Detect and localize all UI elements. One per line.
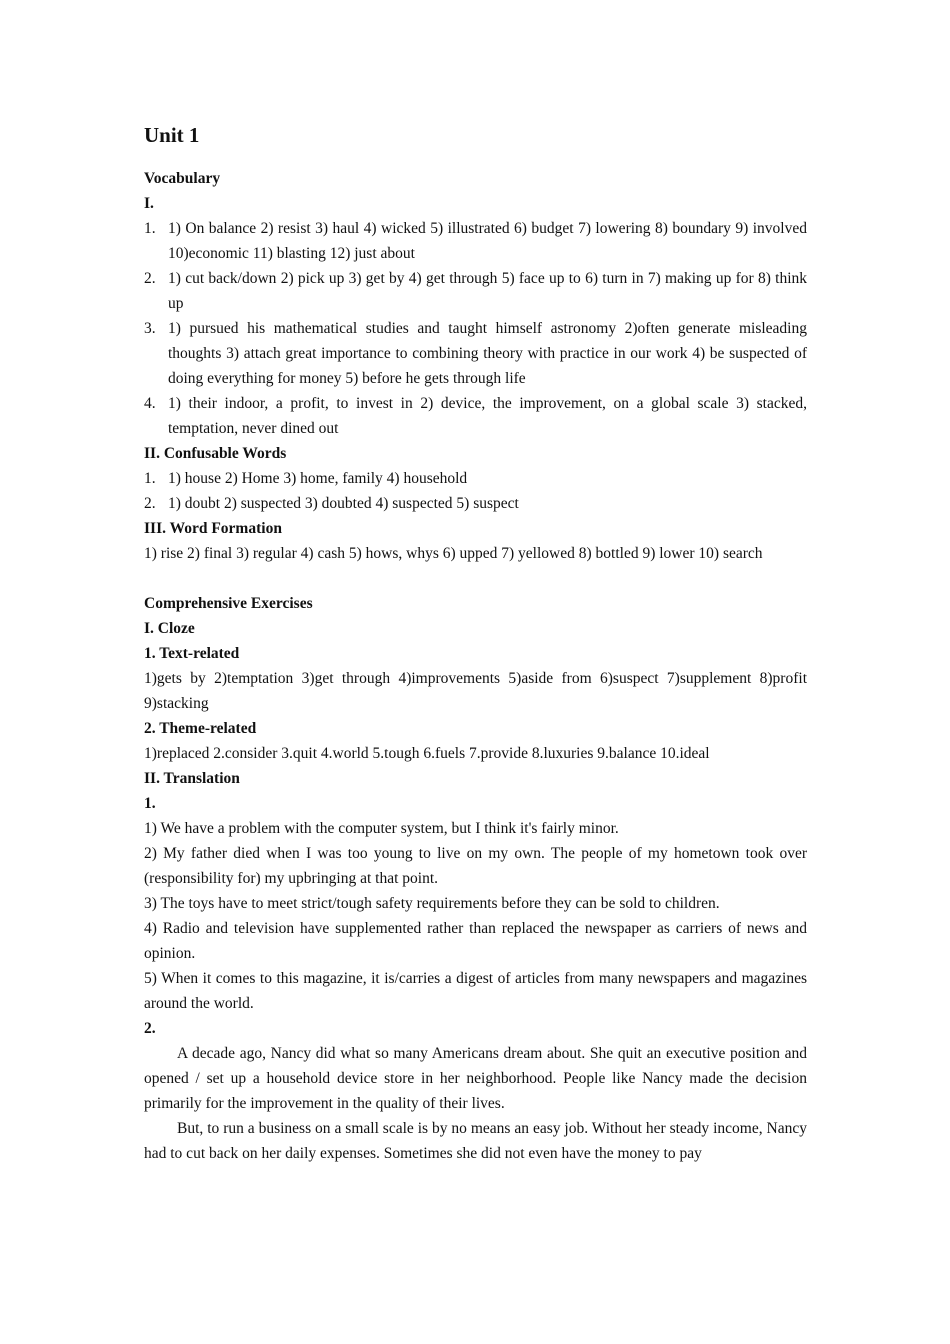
unit-title: Unit 1 <box>144 123 200 147</box>
text-related-answers: 1)gets by 2)temptation 3)get through 4)improvements 5)aside from 6)suspect 7)supplement 8)profit 9)stacking <box>144 670 807 712</box>
confusable-item-number: 2. <box>144 495 156 512</box>
vocabulary-heading: Vocabulary <box>144 170 221 187</box>
word-formation-heading: III. Word Formation <box>144 520 282 537</box>
confusable-item-text: 1) house 2) Home 3) home, family 4) household <box>168 470 468 487</box>
section-spacer <box>144 566 807 591</box>
vocab-item-number: 2. <box>144 270 156 287</box>
theme-related-answers: 1)replaced 2.consider 3.quit 4.world 5.tough 6.fuels 7.provide 8.luxuries 9.balance 10.ideal <box>144 745 710 762</box>
part-one-heading: I. <box>144 195 154 212</box>
comprehensive-exercises-heading: Comprehensive Exercises <box>144 595 313 612</box>
vocab-item-text: 1) cut back/down 2) pick up 3) get by 4) get through 5) face up to 6) turn in 7) making up for 8) think up <box>168 270 807 312</box>
document-page <box>144 120 807 1166</box>
vocab-item <box>144 316 807 391</box>
translation-sentence: 1) We have a problem with the computer system, but I think it's fairly minor. <box>144 820 619 837</box>
translation-sentence: 2) My father died when I was too young to live on my own. The people of my hometown took over (responsibility for) my upbringing at that point. <box>144 845 807 887</box>
translation-part-one-heading: 1. <box>144 795 156 812</box>
vocab-item <box>144 266 807 316</box>
vocab-item <box>144 216 807 266</box>
vocab-item <box>144 391 807 441</box>
vocab-item-number: 1. <box>144 220 156 237</box>
translation-sentence: 5) When it comes to this magazine, it is/carries a digest of articles from many newspapers and magazines around the world. <box>144 970 807 1012</box>
vocab-item-number: 4. <box>144 395 156 412</box>
translation-paragraph: A decade ago, Nancy did what so many Americans dream about. She quit an executive position and opened / set up a household device store in her neighborhood. People like Nancy made the decision primarily for the improvement in the quality of their lives. <box>144 1045 807 1112</box>
theme-related-heading: 2. Theme-related <box>144 720 257 737</box>
translation-sentence: 4) Radio and television have supplemented rather than replaced the newspaper as carriers of news and opinion. <box>144 920 807 962</box>
translation-sentence: 3) The toys have to meet strict/tough safety requirements before they can be sold to children. <box>144 895 720 912</box>
word-formation-answers: 1) rise 2) final 3) regular 4) cash 5) hows, whys 6) upped 7) yellowed 8) bottled 9) lower 10) search <box>144 545 763 562</box>
translation-heading: II. Translation <box>144 770 240 787</box>
confusable-item-number: 1. <box>144 470 156 487</box>
confusable-item <box>144 491 807 516</box>
translation-paragraph: But, to run a business on a small scale is by no means an easy job. Without her steady income, Nancy had to cut back on her daily expenses. Sometimes she did not even have the money to pay <box>144 1120 807 1162</box>
confusable-item <box>144 466 807 491</box>
cloze-heading: I. Cloze <box>144 620 195 637</box>
vocab-item-text: 1) pursued his mathematical studies and taught himself astronomy 2)often generate misleading thoughts 3) attach great importance to combining theory with practice in our work 4) be suspected of doing everything for money 5) before he gets through life <box>168 320 807 387</box>
vocab-item-text: 1) On balance 2) resist 3) haul 4) wicked 5) illustrated 6) budget 7) lowering 8) boundary 9) involved 10)economic 11) blasting 12) just about <box>168 220 807 262</box>
translation-part-two-heading: 2. <box>144 1020 156 1037</box>
confusable-words-heading: II. Confusable Words <box>144 445 287 462</box>
confusable-item-text: 1) doubt 2) suspected 3) doubted 4) suspected 5) suspect <box>168 495 519 512</box>
vocab-item-text: 1) their indoor, a profit, to invest in 2) device, the improvement, on a global scale 3) stacked, temptation, never dined out <box>168 395 807 437</box>
text-related-heading: 1. Text-related <box>144 645 240 662</box>
vocab-item-number: 3. <box>144 320 156 337</box>
